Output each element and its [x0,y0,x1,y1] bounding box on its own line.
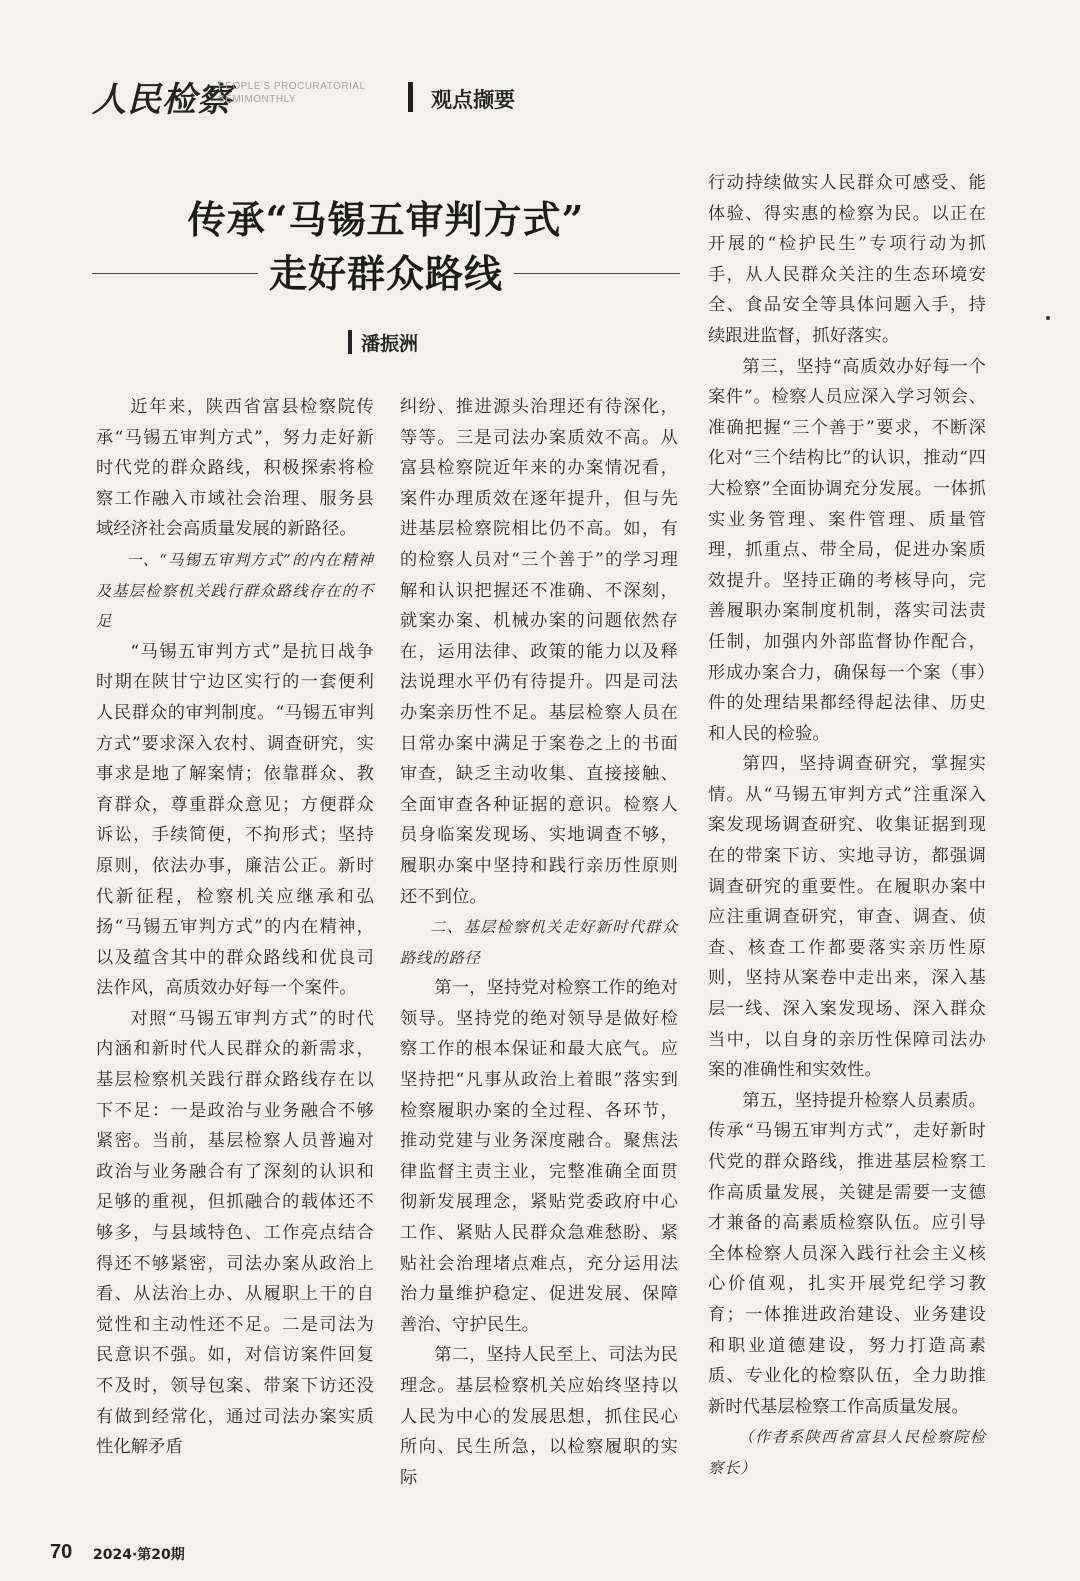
paragraph: 第五，坚持提升检察人员素质。传承“马锡五审判方式”，走好新时代党的群众路线，推进基层检察工作高质量发展，关键是需要一支德才兼备的高素质检察队伍。应引导全体检察人员深入践行社会主义核心价值观，扎实开展党纪学习教育；一体推进政治建设、业务建设和职业道德建设，努力打造高素质、专业化的检察队伍，全力助推新时代基层检察工作高质量发展。 [708,1090,986,1417]
text-column-3 [708,168,986,1484]
paragraph: “马锡五审判方式”是抗日战争时期在陕甘宁边区实行的一套便利人民群众的审判制度。“马锡五审判方式”要求深入农村、调查研究，实事求是地了解案情；依靠群众、教育群众，尊重群众意见；方便群众诉讼，手续简便，不拘形式；坚持原则，依法办事，廉洁公正。新时代新征程，检察机关应继承和弘扬“马锡五审判方式”的内在精神，以及蕴含其中的群众路线和优良司法作风，高质效办好每一个案件。 [96,641,374,999]
author-name: 潘振洲 [361,333,419,355]
paragraph: 第一，坚持党对检察工作的绝对领导。坚持党的绝对领导是做好检察工作的根本保证和最大底气。应坚持把“凡事从政治上着眼”落实到检察履职办案的全过程、各环节，推动党建与业务深度融合。聚焦法律监督主责主业，完整准确全面贯彻新发展理念，紧贴党委政府中心工作、紧贴人民群众急难愁盼、紧贴社会治理堵点难点，充分运用法治力量维护稳定、促进发展、保障善治、守护民生。 [400,978,678,1335]
author-note: （作者系陕西省富县人民检察院检察长） [708,1428,986,1477]
section-title: 观点撷要 [431,88,515,112]
section-heading-1: 一、“马锡五审判方式”的内在精神及基层检察机关践行群众路线存在的不足 [96,550,374,631]
author-marker [348,330,352,354]
masthead-english-name: PEOPLE'S PROCURATORIAL SEMIMONTHLY [218,81,366,105]
text-column-1 [96,392,374,1463]
section-marker [408,82,413,112]
paragraph: 行动持续做实人民群众可感受、能体验、得实惠的检察为民。以正在开展的“检护民生”专项行动为抓手，从人民群众关注的生态环境安全、食品安全等具体问题入手，持续跟进监督，抓好落实。 [708,173,986,346]
margin-dot [1046,316,1050,320]
page-number: 70 [50,1541,73,1563]
article-title-line1: 传承“马锡五审判方式” [187,197,585,242]
masthead-logo: 人民检察 [92,80,232,120]
title-rule-right [514,273,680,274]
paragraph: 第四，坚持调查研究，掌握实情。从“马锡五审判方式”注重深入案发现场调查研究、收集证据到现在的带案下访、实地寻访，都强调调查研究的重要性。在履职办案中应注重调查研究，审查、调查、侦查、核查工作都要落实亲历性原则，坚持从案卷中走出来，深入基层一线、深入案发现场、深入群众当中，以自身的亲历性保障司法办案的准确性和实效性。 [708,754,986,1081]
paragraph: 第三，坚持“高质效办好每一个案件”。检察人员应深入学习领会、准确把握“三个善于”要求，不断深化对“三个结构比”的认识，推动“四大检察”全面协调充分发展。一体抓实业务管理、案件管理、质量管理，抓重点、带全局，促进办案质效提升。坚持正确的考核导向，完善履职办案制度机制，落实司法责任制，加强内外部监督协作配合，形成办案合力，确保每一个案（事）件的处理结果都经得起法律、历史和人民的检验。 [708,356,986,744]
paragraph: 近年来，陕西省富县检察院传承“马锡五审判方式”，努力走好新时代党的群众路线，积极探索将检察工作融入市域社会治理、服务县域经济社会高质量发展的新路径。 [96,397,374,540]
text-column-2 [400,392,678,1493]
paragraph: 纠纷、推进源头治理还有待深化，等等。三是司法办案质效不高。从富县检察院近年来的办案情况看，案件办理质效在逐年提升，但与先进基层检察院相比仍不高。如，有的检察人员对“三个善于”的学习理解和认识把握还不准确、不深刻，就案办案、机械办案的问题依然存在，运用法律、政策的能力以及释法说理水平仍有待提升。四是司法办案亲历性不足。基层检察人员在日常办案中满足于案卷之上的书面审查，缺乏主动收集、直接接触、全面审查各种证据的意识。检察人员身临案发现场、实地调查不够，履职办案中坚持和践行亲历性原则还不到位。 [400,397,678,907]
article-title-line2: 走好群众路线 [268,251,503,296]
section-heading-2: 二、基层检察机关走好新时代群众路线的路径 [400,918,678,967]
paragraph: 第二，坚持人民至上、司法为民理念。基层检察机关应始终坚持以人民为中心的发展思想，抓住民心所向、民生所急，以检察履职的实际 [400,1345,678,1488]
issue-label: 2024·第20期 [93,1547,185,1563]
paragraph: 对照“马锡五审判方式”的时代内涵和新时代人民群众的新需求，基层检察机关践行群众路线存在以下不足：一是政治与业务融合不够紧密。当前，基层检察人员普遍对政治与业务融合有了深刻的认识和足够的重视，但抓融合的载体还不够多，与县域特色、工作亮点结合得还不够紧密，司法办案从政治上看、从法治上办、从履职上干的自觉性和主动性还不足。二是司法为民意识不强。如，对信访案件回复不及时，领导包案、带案下访还没有做到经常化，通过司法办案实质性化解矛盾 [96,1008,374,1458]
